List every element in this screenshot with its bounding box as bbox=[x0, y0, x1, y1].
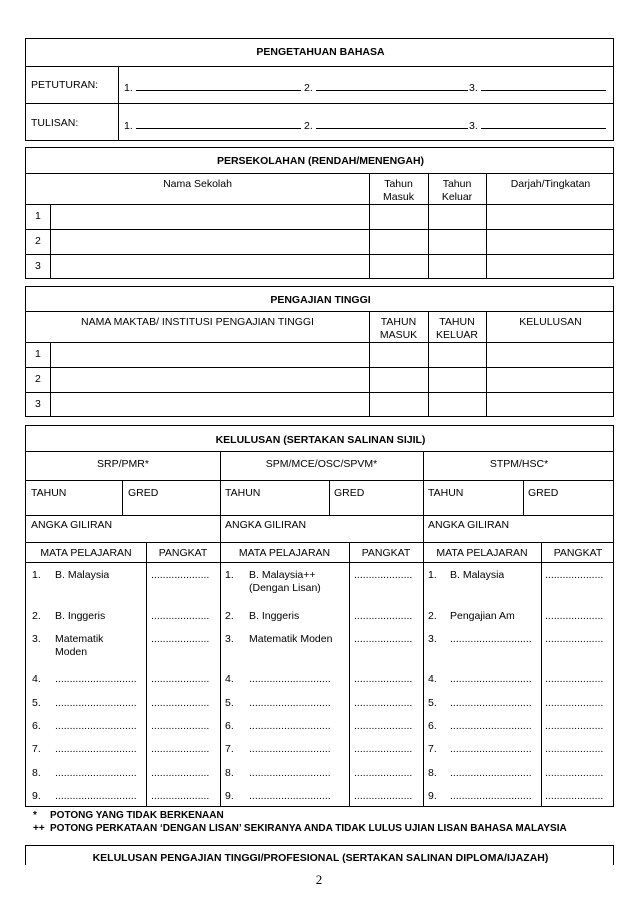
subject-number: 2. bbox=[32, 610, 41, 622]
pangkat-field[interactable]: .................... bbox=[151, 633, 210, 645]
subject-number: 1. bbox=[428, 569, 437, 581]
exam-header-spm: SPM/MCE/OSC/SPVM* bbox=[265, 458, 378, 470]
tinggi-section bbox=[25, 286, 614, 417]
pangkat-field[interactable]: .................... bbox=[354, 790, 413, 802]
subject-number: 5. bbox=[428, 697, 437, 709]
tinggi-header-keluar: TAHUN KELUAR bbox=[435, 316, 478, 341]
subject-number: 4. bbox=[32, 673, 41, 685]
pangkat-field[interactable]: .................... bbox=[545, 697, 604, 709]
page-number: 2 bbox=[315, 872, 323, 887]
gred-label: GRED bbox=[334, 487, 365, 499]
subject-number: 5. bbox=[225, 697, 234, 709]
tinggi-title: PENGAJIAN TINGGI bbox=[270, 294, 371, 306]
pangkat-field[interactable]: .................... bbox=[151, 790, 210, 802]
pangkat-field[interactable]: .................... bbox=[545, 610, 604, 622]
mata-pelajaran-header: MATA PELAJARAN bbox=[238, 547, 331, 559]
subject-blank-field[interactable]: ............................ bbox=[450, 790, 532, 802]
subject-blank-field[interactable]: ............................ bbox=[55, 697, 137, 709]
subject-name: B. Inggeris bbox=[249, 610, 300, 622]
kelulusan-section bbox=[25, 425, 614, 807]
sekolah-row-num: 1 bbox=[35, 210, 41, 222]
angka-giliran-label: ANGKA GILIRAN bbox=[428, 519, 510, 531]
subject-number: 2. bbox=[428, 610, 437, 622]
pangkat-field[interactable]: .................... bbox=[545, 569, 604, 581]
note-potong: * POTONG YANG TIDAK BERKENAAN bbox=[33, 810, 224, 821]
tahun-label: TAHUN bbox=[225, 487, 261, 499]
profesional-title: KELULUSAN PENGAJIAN TINGGI/PROFESIONAL (SERTAKAN SALINAN DIPLOMA/IJAZAH) bbox=[92, 852, 549, 864]
subject-blank-field[interactable]: ............................ bbox=[55, 790, 137, 802]
tulisan-field-2[interactable]: 2. bbox=[304, 117, 468, 133]
subject-name: Pengajian Am bbox=[450, 610, 515, 622]
subject-blank-field[interactable]: ............................ bbox=[450, 767, 532, 779]
subject-blank-field[interactable]: ............................ bbox=[249, 720, 331, 732]
tahun-label: TAHUN bbox=[31, 487, 67, 499]
pangkat-field[interactable]: .................... bbox=[354, 697, 413, 709]
subject-blank-field[interactable]: ............................ bbox=[249, 790, 331, 802]
subject-number: 7. bbox=[32, 743, 41, 755]
angka-giliran-label: ANGKA GILIRAN bbox=[225, 519, 307, 531]
subject-blank-field[interactable]: ............................ bbox=[450, 743, 532, 755]
sekolah-header-masuk: Tahun Masuk bbox=[383, 178, 414, 203]
subject-number: 3. bbox=[428, 633, 437, 645]
gred-label: GRED bbox=[128, 487, 159, 499]
pangkat-field[interactable]: .................... bbox=[545, 790, 604, 802]
subject-blank-field[interactable]: ............................ bbox=[450, 633, 532, 645]
sekolah-section bbox=[25, 147, 614, 279]
profesional-section bbox=[25, 845, 614, 865]
sekolah-row-num: 3 bbox=[35, 260, 41, 272]
subject-blank-field[interactable]: ............................ bbox=[55, 673, 137, 685]
pangkat-field[interactable]: .................... bbox=[151, 697, 210, 709]
subject-blank-field[interactable]: ............................ bbox=[249, 743, 331, 755]
subject-blank-field[interactable]: ............................ bbox=[450, 697, 532, 709]
subject-number: 9. bbox=[32, 790, 41, 802]
subject-number: 6. bbox=[225, 720, 234, 732]
petuturan-field-1[interactable]: 1. bbox=[124, 79, 301, 95]
petuturan-label: PETUTURAN: bbox=[31, 79, 99, 91]
subject-number: 6. bbox=[32, 720, 41, 732]
subject-number: 1. bbox=[32, 569, 41, 581]
note-dengan-lisan: ++ POTONG PERKATAAN ‘DENGAN LISAN’ SEKIRANYA ANDA TIDAK LULUS UJIAN LISAN BAHASA MALAYSIA bbox=[33, 823, 567, 834]
pangkat-field[interactable]: .................... bbox=[354, 633, 413, 645]
subject-number: 9. bbox=[428, 790, 437, 802]
pangkat-field[interactable]: .................... bbox=[545, 673, 604, 685]
tahun-label: TAHUN bbox=[428, 487, 464, 499]
sekolah-header-keluar: Tahun Keluar bbox=[441, 178, 473, 203]
subject-number: 6. bbox=[428, 720, 437, 732]
pangkat-field[interactable]: .................... bbox=[354, 610, 413, 622]
subject-blank-field[interactable]: ............................ bbox=[450, 720, 532, 732]
subject-blank-field[interactable]: ............................ bbox=[249, 697, 331, 709]
pangkat-field[interactable]: .................... bbox=[545, 743, 604, 755]
pangkat-field[interactable]: .................... bbox=[354, 720, 413, 732]
exam-header-srp: SRP/PMR* bbox=[97, 458, 149, 470]
pangkat-header: PANGKAT bbox=[158, 547, 208, 559]
subject-number: 8. bbox=[225, 767, 234, 779]
pangkat-field[interactable]: .................... bbox=[151, 569, 210, 581]
subject-number: 3. bbox=[32, 633, 41, 645]
bahasa-section bbox=[25, 38, 614, 141]
subject-blank-field[interactable]: ............................ bbox=[55, 767, 137, 779]
sekolah-row-num: 2 bbox=[35, 235, 41, 247]
subject-number: 7. bbox=[225, 743, 234, 755]
exam-header-stpm: STPM/HSC* bbox=[489, 458, 549, 470]
sekolah-header-nama: Nama Sekolah bbox=[163, 178, 232, 190]
sekolah-header-darjah: Darjah/Tingkatan bbox=[510, 178, 591, 190]
pangkat-field[interactable]: .................... bbox=[545, 720, 604, 732]
subject-blank-field[interactable]: ............................ bbox=[450, 673, 532, 685]
pangkat-field[interactable]: .................... bbox=[151, 743, 210, 755]
subject-number: 5. bbox=[32, 697, 41, 709]
pangkat-field[interactable]: .................... bbox=[354, 743, 413, 755]
mata-pelajaran-header: MATA PELAJARAN bbox=[436, 547, 528, 559]
tulisan-field-3[interactable]: 3. bbox=[469, 117, 606, 133]
subject-number: 3. bbox=[225, 633, 234, 645]
subject-blank-field[interactable]: ............................ bbox=[249, 673, 331, 685]
subject-number: 4. bbox=[225, 673, 234, 685]
subject-number: 4. bbox=[428, 673, 437, 685]
petuturan-field-3[interactable]: 3. bbox=[469, 79, 606, 95]
pangkat-field[interactable]: .................... bbox=[151, 720, 210, 732]
pangkat-field[interactable]: .................... bbox=[545, 767, 604, 779]
bahasa-title: PENGETAHUAN BAHASA bbox=[256, 46, 385, 58]
tinggi-header-nama: NAMA MAKTAB/ INSTITUSI PENGAJIAN TINGGI bbox=[81, 316, 314, 328]
subject-name: Matematik Moden bbox=[55, 633, 104, 658]
subject-number: 8. bbox=[428, 767, 437, 779]
subject-number: 2. bbox=[225, 610, 234, 622]
subject-blank-field[interactable]: ............................ bbox=[55, 720, 137, 732]
subject-blank-field[interactable]: ............................ bbox=[249, 767, 331, 779]
tulisan-label: TULISAN: bbox=[31, 117, 79, 129]
subject-name: B. Malaysia bbox=[55, 569, 110, 581]
pangkat-field[interactable]: .................... bbox=[151, 673, 210, 685]
subject-number: 9. bbox=[225, 790, 234, 802]
sekolah-title: PERSEKOLAHAN (RENDAH/MENENGAH) bbox=[216, 155, 425, 167]
pangkat-field[interactable]: .................... bbox=[354, 673, 413, 685]
subject-name: Matematik Moden bbox=[249, 633, 333, 645]
petuturan-field-2[interactable]: 2. bbox=[304, 79, 468, 95]
pangkat-field[interactable]: .................... bbox=[354, 569, 413, 581]
subject-blank-field[interactable]: ............................ bbox=[55, 743, 137, 755]
mata-pelajaran-header: MATA PELAJARAN bbox=[40, 547, 132, 559]
tinggi-row-num: 3 bbox=[35, 398, 41, 410]
subject-number: 8. bbox=[32, 767, 41, 779]
tinggi-row-num: 2 bbox=[35, 373, 41, 385]
subject-name: B. Malaysia++ (Dengan Lisan) bbox=[249, 569, 321, 594]
tinggi-header-kelulusan: KELULUSAN bbox=[519, 316, 582, 328]
pangkat-header: PANGKAT bbox=[553, 547, 603, 559]
subject-name: B. Inggeris bbox=[55, 610, 106, 622]
subject-name: B. Malaysia bbox=[450, 569, 505, 581]
tulisan-field-1[interactable]: 1. bbox=[124, 117, 301, 133]
pangkat-field[interactable]: .................... bbox=[545, 633, 604, 645]
tinggi-row-num: 1 bbox=[35, 348, 41, 360]
pangkat-field[interactable]: .................... bbox=[354, 767, 413, 779]
pangkat-field[interactable]: .................... bbox=[151, 767, 210, 779]
subject-number: 1. bbox=[225, 569, 234, 581]
angka-giliran-label: ANGKA GILIRAN bbox=[31, 519, 113, 531]
gred-label: GRED bbox=[528, 487, 559, 499]
pangkat-field[interactable]: .................... bbox=[151, 610, 210, 622]
kelulusan-title: KELULUSAN (SERTAKAN SALINAN SIJIL) bbox=[215, 434, 426, 446]
tinggi-header-masuk: TAHUN MASUK bbox=[379, 316, 418, 341]
subject-number: 7. bbox=[428, 743, 437, 755]
pangkat-header: PANGKAT bbox=[361, 547, 411, 559]
